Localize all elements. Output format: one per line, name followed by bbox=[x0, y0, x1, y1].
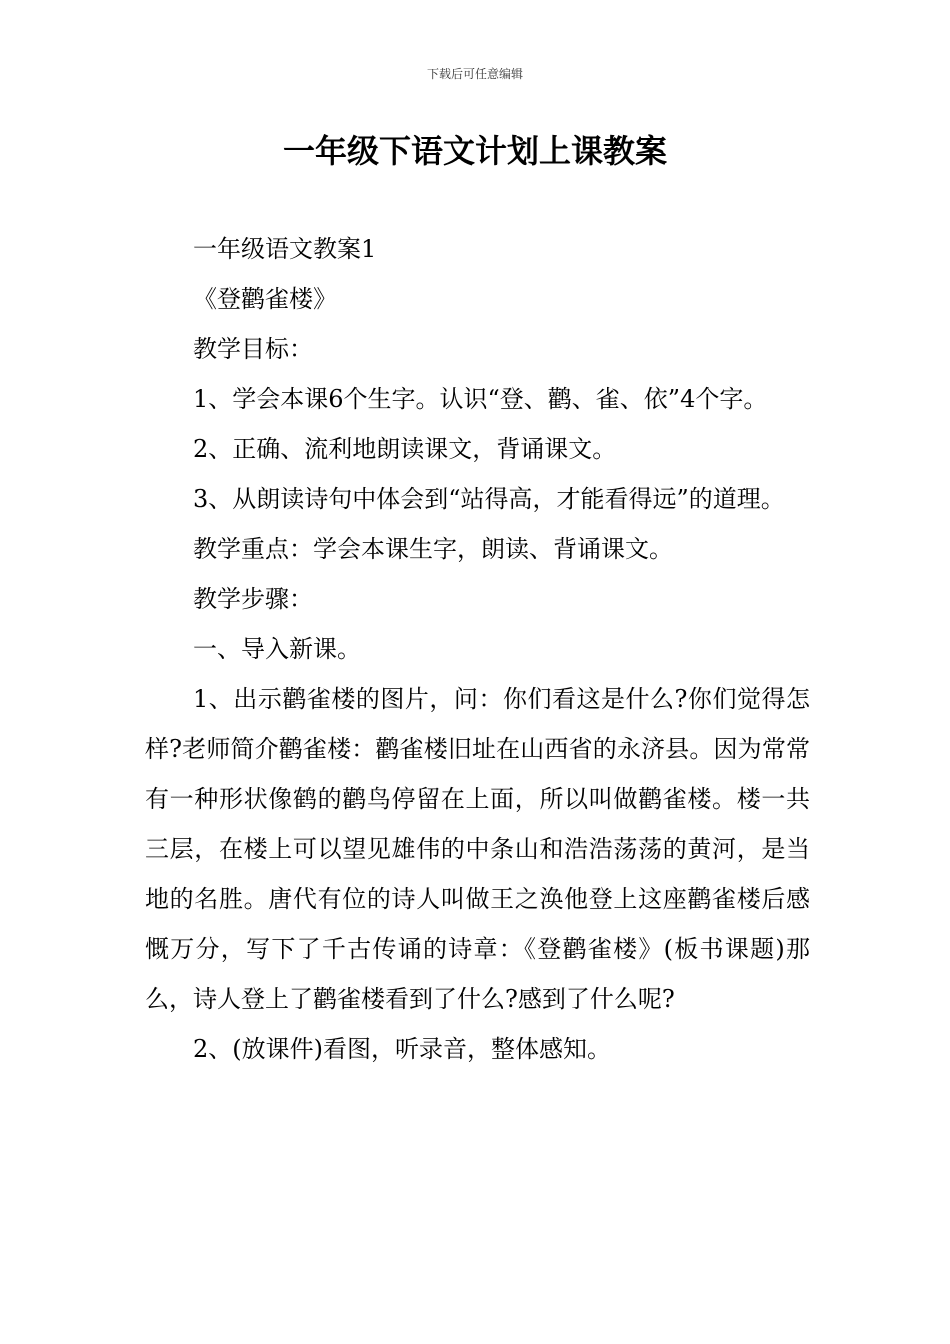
step-1-item-1: 1、出示鹳雀楼的图片，问：你们看这是什么?你们觉得怎样?老师简介鹳雀楼：鹳雀楼旧址在山西省的永济县。因为常常有一种形状像鹤的鹳鸟停留在上面，所以叫做鹳雀楼。楼一共三层，在楼上可以望见雄伟的中条山和浩浩荡荡的黄河，是当地的名胜。唐代有位的诗人叫做王之涣他登上这座鹳雀楼后感慨万分，写下了千古传诵的诗章：《登鹳雀楼》(板书课题)那么，诗人登上了鹳雀楼看到了什么?感到了什么呢? bbox=[145, 685, 810, 1013]
header-note: 下载后可任意编辑 bbox=[426, 67, 523, 81]
objective-2: 2、正确、流利地朗读课文，背诵课文。 bbox=[193, 435, 617, 463]
steps-heading: 教学步骤： bbox=[193, 585, 313, 613]
objective-3: 3、从朗读诗句中体会到“站得高，才能看得远”的道理。 bbox=[193, 485, 785, 513]
objectives-heading: 教学目标： bbox=[193, 335, 313, 363]
lesson-heading: 一年级语文教案1 bbox=[193, 235, 377, 263]
poem-title: 《登鹳雀楼》 bbox=[193, 285, 337, 313]
document-title: 一年级下语文计划上课教案 bbox=[282, 132, 667, 170]
step-1-item-2: 2、(放课件)看图，听录音，整体感知。 bbox=[193, 1035, 611, 1063]
key-points: 教学重点：学会本课生字，朗读、背诵课文。 bbox=[193, 535, 673, 563]
step-1-heading: 一、导入新课。 bbox=[193, 635, 361, 663]
document-body bbox=[145, 224, 810, 1074]
objective-1: 1、学会本课6个生字。认识“登、鹳、雀、依”4个字。 bbox=[193, 385, 768, 413]
